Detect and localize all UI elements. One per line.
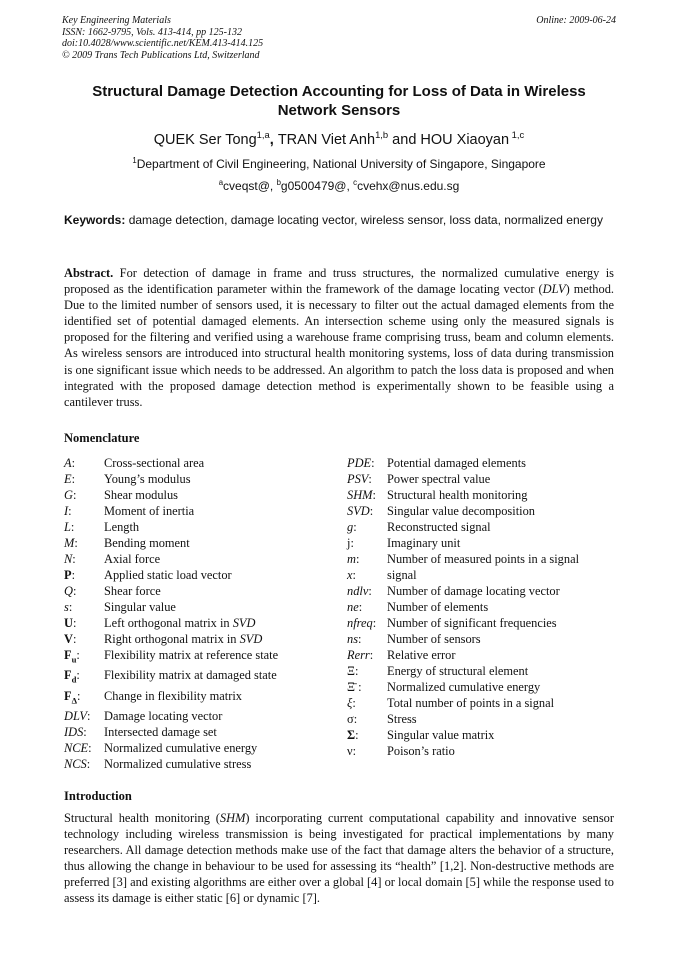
author-list [62, 131, 616, 149]
nomenclature-entry [64, 583, 346, 599]
nomenclature-entry [347, 663, 615, 679]
introduction-paragraph [64, 810, 614, 907]
nomenclature-entry [64, 631, 346, 647]
nomenclature-entry [64, 724, 346, 740]
nomenclature-entry [64, 667, 346, 687]
nomenclature-symbol: Rerr: [347, 648, 374, 662]
nomenclature-entry [64, 487, 346, 503]
nomenclature-definition: Stress [387, 712, 417, 726]
nomenclature-definition: Normalized cumulative energy [104, 741, 258, 756]
nomenclature-entry [347, 503, 615, 519]
nomenclature-left-column [64, 455, 346, 772]
nomenclature-entry [347, 727, 615, 743]
nomenclature-definition: Reconstructed signal [387, 520, 491, 534]
nomenclature-symbol: $F_d$: [64, 668, 80, 685]
journal-name: Key Engineering Materials [62, 15, 171, 26]
author-quek-sup: 1,a [256, 129, 270, 141]
email-b-sup: b [276, 178, 281, 187]
nomenclature-definition: Singular value decomposition [387, 504, 535, 518]
keywords [64, 213, 614, 229]
nomenclature-symbol: E: [64, 472, 76, 486]
nomenclature-definition: Axial force [104, 552, 161, 566]
email-b[interactable]: g0500479@, [280, 179, 354, 193]
nomenclature-definition: Number of measured points in a signal [387, 552, 580, 566]
nomenclature-symbol: ne: [347, 600, 363, 614]
nomenclature-definition: Normalized cumulative stress [104, 757, 252, 772]
nomenclature-symbol: ndlv: [347, 584, 372, 598]
nomenclature-symbol: PSV: [347, 472, 372, 486]
nomenclature-definition: Shear modulus [104, 488, 178, 502]
nomenclature-symbol: Σ: [347, 728, 359, 742]
nomenclature-definition: Energy of structural element [387, 664, 529, 678]
nomenclature-symbol: $F_\Delta$: [64, 688, 81, 706]
nomenclature-entry [347, 711, 615, 727]
author-tran: TRAN Viet Anh [277, 132, 376, 148]
nomenclature-symbol: G: [64, 488, 77, 502]
nomenclature-symbol: DLV: [64, 709, 91, 724]
nomenclature-symbol: N: [64, 552, 76, 566]
nomenclature-entry [347, 743, 615, 759]
nomenclature-definition: Bending moment [104, 536, 190, 550]
nomenclature-symbol: Ξ̄ : [347, 680, 362, 694]
nomenclature-symbol: Ξ: [347, 664, 359, 678]
nomenclature-definition: Moment of inertia [104, 504, 195, 518]
nomenclature-symbol: NCE: [64, 741, 92, 756]
keywords-label: Keywords: [64, 213, 126, 227]
nomenclature-entry [64, 688, 346, 708]
nomenclature-symbol: I: [64, 504, 72, 518]
nomenclature-entry [64, 708, 346, 724]
nomenclature-definition: Total number of points in a signal [387, 696, 555, 710]
nomenclature-definition: Left orthogonal matrix in SVD [104, 616, 256, 630]
nomenclature-symbol: ns: [347, 632, 362, 646]
nomenclature-entry [347, 647, 615, 663]
nomenclature-entry [64, 615, 346, 631]
doi-line[interactable]: doi:10.4028/www.scientific.net/KEM.413-414.125 [62, 38, 264, 49]
nomenclature-symbol: NCS: [64, 757, 91, 772]
nomenclature-definition: Structural health monitoring [387, 488, 528, 502]
nomenclature-symbol: SVD: [347, 504, 374, 518]
nomenclature-symbol: $F_u$: [64, 648, 80, 665]
nomenclature-symbol: j: [347, 536, 354, 550]
nomenclature-definition: Number of sensors [387, 632, 481, 646]
abstract [64, 265, 614, 410]
nomenclature-symbol: SHM: [347, 488, 376, 502]
nomenclature-definition: Poison’s ratio [387, 744, 455, 758]
nomenclature-entry [64, 647, 346, 667]
online-date: Online: 2009-06-24 [536, 15, 616, 26]
nomenclature-definition: Damage locating vector [104, 709, 223, 724]
nomenclature-entry [64, 567, 346, 583]
nomenclature-symbol: M: [64, 536, 78, 550]
nomenclature-symbol: g: [347, 520, 357, 534]
nomenclature-definition: Flexibility matrix at reference state [104, 648, 279, 662]
nomenclature-definition: Young’s modulus [104, 472, 191, 486]
nomenclature-symbol: x: [347, 568, 356, 582]
nomenclature-entry [64, 503, 346, 519]
email-a[interactable]: cveqst@, [223, 179, 277, 193]
nomenclature-definition: Change in flexibility matrix [104, 688, 242, 703]
keywords-text: damage detection, damage locating vector, wireless sensor, loss data, normalized energy [125, 213, 603, 227]
nomenclature-definition: Potential damaged elements [387, 456, 527, 470]
nomenclature-definition: Flexibility matrix at damaged state [104, 668, 277, 683]
nomenclature-definition: Length [104, 520, 140, 534]
abstract-text: For detection of damage in frame and truss structures, the normalized cumulative energy is proposed as the identification parameter within the framework of the damage locating vector ( [64, 266, 614, 297]
author-hou: HOU Xiaoyan [420, 132, 510, 148]
nomenclature-definition: Number of elements [387, 600, 489, 614]
intro-shm: SHM [219, 811, 246, 825]
nomenclature-entry [64, 535, 346, 551]
nomenclature-entry [64, 599, 346, 615]
nomenclature-entry [347, 599, 615, 615]
nomenclature-definition: Intersected damage set [104, 725, 217, 740]
nomenclature-symbol: nfreq: [347, 616, 377, 630]
nomenclature-definition: Applied static load vector [104, 568, 232, 582]
nomenclature-heading: Nomenclature [64, 431, 140, 445]
author-tran-sup: 1,b [375, 129, 389, 141]
nomenclature-entry [347, 487, 615, 503]
paper-title: Structural Damage Detection Accounting for Loss of Data in Wireless Network Sensors [92, 83, 586, 119]
intro-text: ) incorporating current computational capability and innovative sensor technology including wireless transmission is being investigated for practical implementations by many researchers. All damage detection methods make use of the fact that damage alters the behavior of a structure, thus allowing the change in behaviour to be used for assessing its “health” [1,2]. Non-destructive methods are preferred [3] and existing algorithms are either over a global [4] or local domain [5] while the response used to assess its damage is either static [6] or dynamic [7]. [64, 811, 614, 906]
nomenclature-definition: Singular value [104, 600, 176, 614]
nomenclature-symbol: ν: [347, 744, 357, 758]
nomenclature-entry [347, 471, 615, 487]
nomenclature-entry [347, 695, 615, 711]
nomenclature-entry [347, 519, 615, 535]
nomenclature-entry [347, 567, 615, 583]
author-separator: and [388, 132, 421, 148]
abstract-text: ) method. Due to the limited number of sensors used, it is necessary to filter out the actual damaged elements from the identified set of potential damaged elements. An intersection scheme using only the measured signals is proposed for the filtering and verified using a warehouse frame comprising truss, beam and column elements. As wireless sensors are introduced into structural health monitoring systems, loss of data during transmission is one significant issue which needs to be addressed. An algorithm to patch the loss data is proposed and when integrated with the proposed damage detection method is experimentally shown to be feasible using a cantilever truss. [64, 282, 614, 409]
nomenclature-entry [64, 756, 346, 772]
nomenclature-symbol: m: [347, 552, 360, 566]
nomenclature-symbol: U: [64, 616, 77, 630]
nomenclature-definition: Number of damage locating vector [387, 584, 560, 598]
nomenclature-symbol: σ: [347, 712, 358, 726]
nomenclature-definition: Right orthogonal matrix in SVD [104, 632, 263, 646]
nomenclature-entry [64, 455, 346, 471]
nomenclature-symbol: Q: [64, 584, 77, 598]
nomenclature-entry [347, 631, 615, 647]
nomenclature-entry [64, 519, 346, 535]
email-a-sup: a [218, 178, 224, 187]
abstract-label: Abstract. [64, 266, 114, 280]
nomenclature-definition: Power spectral value [387, 472, 491, 486]
nomenclature-symbol: A: [64, 456, 76, 470]
nomenclature-definition: Singular value matrix [387, 728, 495, 742]
author-hou-sup: 1,c [509, 129, 525, 141]
nomenclature-symbol: P: [64, 568, 76, 582]
affiliation [62, 157, 616, 172]
nomenclature-symbol: ξ: [347, 696, 356, 710]
nomenclature-symbol: L: [64, 520, 75, 534]
nomenclature-entry [347, 551, 615, 567]
nomenclature-symbol: IDS: [64, 725, 87, 740]
nomenclature-symbol: V: [64, 632, 77, 646]
nomenclature-definition: Imaginary unit [387, 536, 461, 550]
nomenclature-entry [347, 455, 615, 471]
nomenclature-entry [347, 679, 615, 695]
nomenclature-definition: Cross-sectional area [104, 456, 205, 470]
nomenclature-definition: Number of significant frequencies [387, 616, 557, 630]
abstract-dlv: DLV [542, 282, 566, 297]
nomenclature-entry [64, 471, 346, 487]
journal-header [62, 15, 616, 61]
email-c[interactable]: cvehx@nus.edu.sg [357, 179, 460, 193]
nomenclature-entry [347, 535, 615, 551]
author-quek: QUEK Ser Tong [153, 132, 257, 148]
intro-text: Structural health monitoring ( [64, 811, 220, 825]
nomenclature-definition: Normalized cumulative energy [387, 680, 541, 694]
nomenclature-entry [347, 615, 615, 631]
introduction-heading: Introduction [64, 789, 132, 803]
nomenclature-definition: Shear force [104, 584, 161, 598]
nomenclature-right-column [347, 455, 615, 759]
nomenclature-entry [64, 740, 346, 756]
nomenclature-symbol: PDE: [347, 456, 375, 470]
nomenclature-definition: signal [387, 568, 417, 582]
affiliation-text: Department of Civil Engineering, National University of Singapore, Singapore [136, 157, 546, 171]
email-c-sup: c [353, 178, 358, 187]
author-emails [62, 179, 616, 194]
issn-line: ISSN: 1662-9795, Vols. 413-414, pp 125-132 [62, 26, 242, 38]
author-separator: , [269, 132, 278, 148]
copyright-line: © 2009 Trans Tech Publications Ltd, Switzerland [62, 49, 260, 61]
nomenclature-symbol: s: [64, 600, 73, 614]
nomenclature-entry [64, 551, 346, 567]
affiliation-sup: 1 [132, 156, 137, 165]
nomenclature-entry [347, 583, 615, 599]
nomenclature-definition: Relative error [387, 648, 456, 662]
